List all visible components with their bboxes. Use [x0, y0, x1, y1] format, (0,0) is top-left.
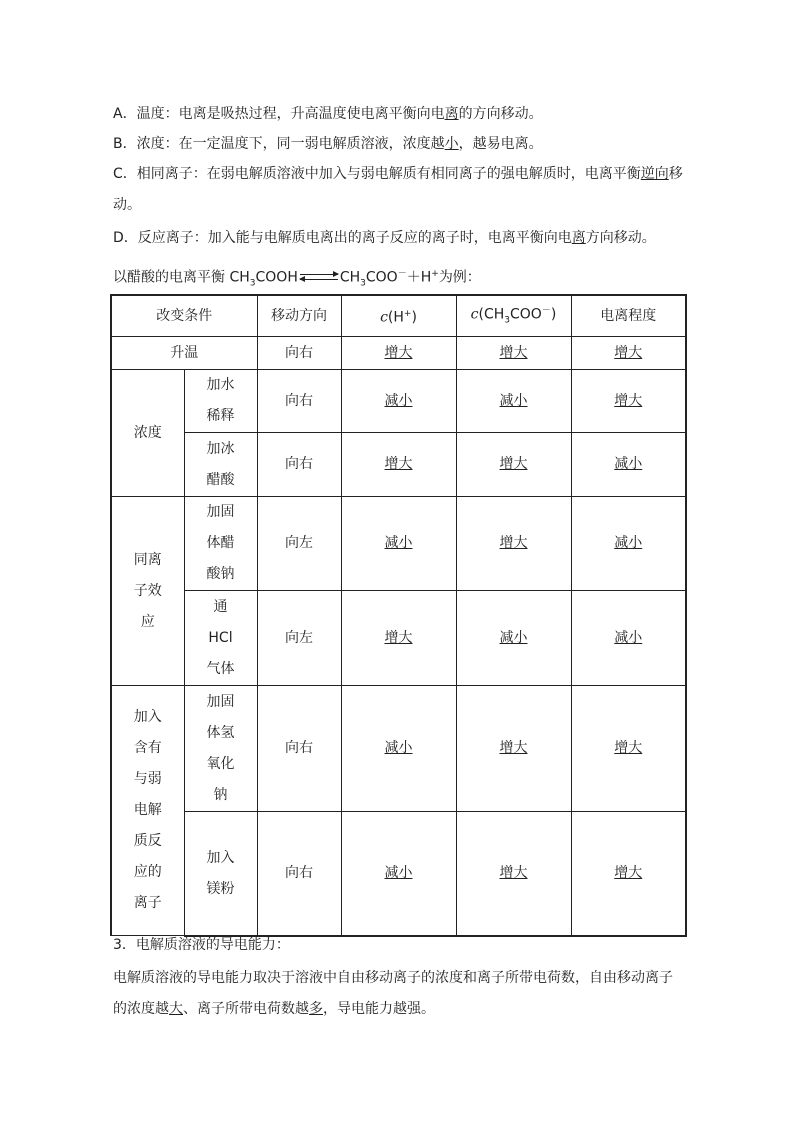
superscript: －	[397, 269, 407, 279]
section-3-title: 3．电解质溶液的导电能力：	[113, 937, 290, 953]
text: ，导电能力越强。	[323, 1001, 435, 1017]
header-condition: 改变条件	[111, 295, 257, 337]
cell-ac: 增大	[456, 686, 571, 812]
cell-direction: 向左	[257, 591, 341, 686]
group-label: 加入含有与弱电解质反应的离子	[111, 686, 184, 936]
text: COOH	[255, 269, 298, 286]
section-3-line1: 电解质溶液的导电能力取决于溶液中自由移动离子的浓度和离子所带电荷数，自由移动离子	[113, 970, 673, 986]
table-row	[111, 370, 686, 433]
text: 、离子所带电荷数越	[183, 1001, 309, 1017]
header-c-acetate: $c(CH_3COO^-)$	[456, 295, 571, 337]
cell-h: 增大	[341, 433, 456, 497]
text: 的浓度越	[113, 1001, 169, 1017]
cell-ac: 减小	[456, 591, 571, 686]
underlined-answer: 多	[309, 1001, 323, 1017]
cell-degree: 减小	[571, 497, 686, 591]
paragraph-c-line1	[113, 163, 703, 185]
subscript: 3	[360, 278, 366, 289]
cell-direction: 向左	[257, 497, 341, 591]
cell-h: 增大	[341, 337, 456, 370]
text: D．反应离子：加入能与电解质电离出的离子反应的离子时，电离平衡向电	[113, 230, 572, 246]
text: C．相同离子：在弱电解质溶液中加入与弱电解质有相同离子的强电解质时，电离平衡	[113, 166, 641, 182]
header-direction: 移动方向	[257, 295, 341, 337]
cell-degree: 减小	[571, 591, 686, 686]
text: 移	[668, 166, 683, 182]
underlined-answer: 离	[571, 230, 586, 246]
table-row	[111, 337, 686, 370]
cell-h: 减小	[341, 812, 456, 936]
cell-degree: 增大	[571, 812, 686, 936]
superscript: +	[431, 269, 439, 279]
text: 方向移动。	[585, 230, 656, 246]
cell-direction: 向右	[257, 686, 341, 812]
cell-degree: 减小	[571, 433, 686, 497]
text: 为例：	[438, 269, 481, 286]
cell-h: 减小	[341, 497, 456, 591]
table-row	[111, 686, 686, 812]
table-row	[111, 591, 686, 686]
paragraph-b	[113, 133, 703, 155]
cell-direction: 向右	[257, 812, 341, 936]
cell-label: 加入镁粉	[184, 812, 257, 936]
equilibrium-equation	[113, 263, 481, 294]
cell-degree: 增大	[571, 370, 686, 433]
cell-ac: 增大	[456, 337, 571, 370]
cell-label: 升温	[111, 337, 257, 370]
cell-h: 增大	[341, 591, 456, 686]
header-degree: 电离程度	[571, 295, 686, 337]
paragraph-a	[113, 103, 703, 125]
paragraph-c-line2: 动。	[113, 197, 141, 213]
table-row	[111, 812, 686, 936]
text: 以醋酸的电离平衡 CH	[113, 269, 250, 286]
paragraph-d	[113, 227, 703, 249]
cell-direction: 向右	[257, 337, 341, 370]
equilibrium-table	[110, 294, 687, 937]
cell-degree: 增大	[571, 686, 686, 812]
text: 的方向移动。	[458, 106, 543, 122]
section-3-line2	[113, 998, 703, 1020]
cell-label: 加冰醋酸	[184, 433, 257, 497]
cell-direction: 向右	[257, 433, 341, 497]
table-header-row	[111, 295, 686, 337]
header-c-h: c(H+)	[341, 295, 456, 337]
group-label: 同离子效应	[111, 497, 184, 686]
underlined-answer: 大	[169, 1001, 183, 1017]
cell-label: 加固体醋酸钠	[184, 497, 257, 591]
text: B．浓度：在一定温度下，同一弱电解质溶液，浓度越	[113, 136, 445, 152]
text: A．温度：电离是吸热过程，升高温度使电离平衡向电	[113, 106, 445, 122]
cell-ac: 增大	[456, 433, 571, 497]
cell-ac: 增大	[456, 497, 571, 591]
equilibrium-arrow-icon	[300, 272, 338, 284]
cell-ac: 减小	[456, 370, 571, 433]
group-label: 浓度	[111, 370, 184, 497]
text: CH	[339, 269, 361, 286]
text: COO	[365, 269, 398, 286]
cell-ac: 增大	[456, 812, 571, 936]
cell-label: 加固体氢氧化钠	[184, 686, 257, 812]
cell-label: 加水稀释	[184, 370, 257, 433]
table-row	[111, 497, 686, 591]
cell-h: 减小	[341, 370, 456, 433]
text: ＋H	[406, 269, 432, 286]
cell-h: 减小	[341, 686, 456, 812]
underlined-answer: 离	[444, 106, 459, 122]
underlined-answer: 逆向	[640, 166, 669, 182]
underlined-answer: 小	[444, 136, 459, 152]
text: ，越易电离。	[458, 136, 543, 152]
subscript: 3	[249, 278, 256, 289]
cell-direction: 向右	[257, 370, 341, 433]
cell-degree: 增大	[571, 337, 686, 370]
cell-label: 通 HCl 气体	[184, 591, 257, 686]
table-row	[111, 433, 686, 497]
